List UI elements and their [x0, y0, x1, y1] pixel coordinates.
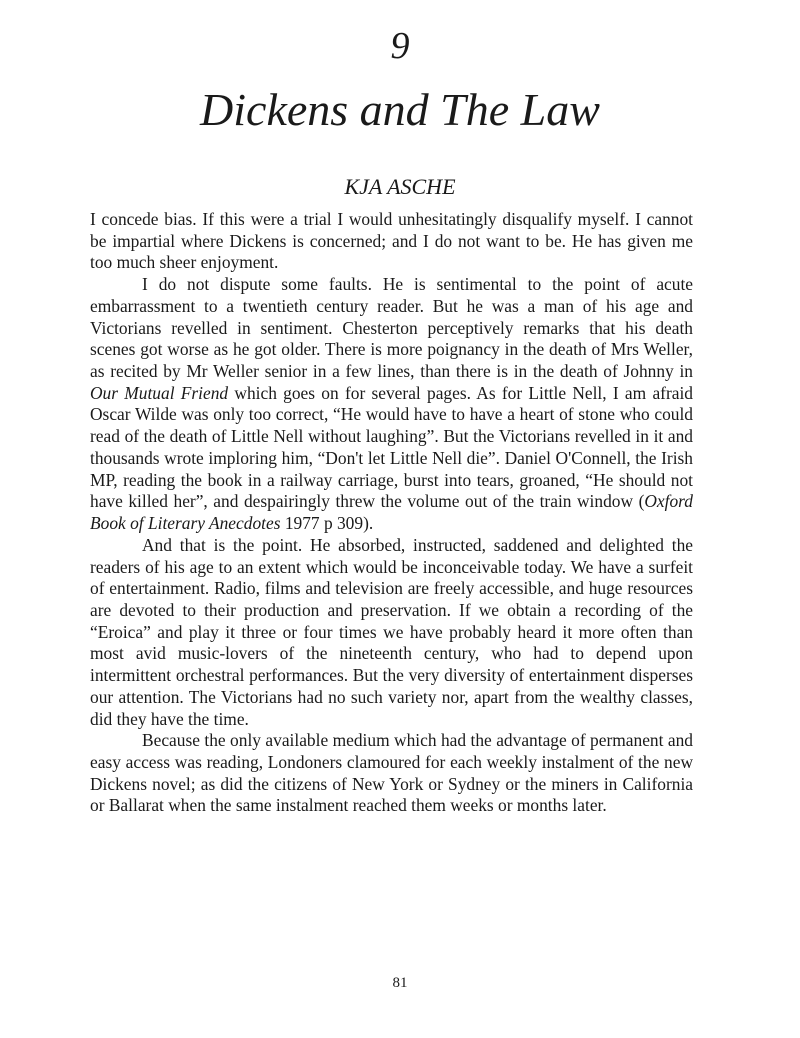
body-paragraph: [90, 730, 693, 817]
paragraph-text: Because the only available medium which had the advantage of permanent and easy access was reading, Londoners clamoured for each weekly instalment of the new Dickens novel; as did the citizens of New York or Sydney or the miners in California or Ballarat when the same instalment reached them weeks or months later.: [90, 730, 693, 816]
paragraph-text: 1977 p 309).: [280, 513, 374, 534]
paragraph-text: which goes on for several pages. As for Little Nell, I am afraid Oscar Wilde was only too correct, “He would have to have a heart of stone who could read of the death of Little Nell without laughing”. But the Victorians revelled in it and thousands wrote imploring him, “Don't let Little Nell die”. Daniel O'Connell, the Irish MP, reading the book in a railway carriage, burst into tears, groaned, “He should not have killed her”, and despairingly threw the volume out of the train window (: [90, 382, 693, 512]
body-paragraph: [90, 535, 693, 730]
body-paragraph: [90, 274, 693, 535]
page-number: 81: [392, 975, 408, 991]
paragraph-text: I concede bias. If this were a trial I would unhesitatingly disqualify myself. I cannot be impartial where Dickens is concerned; and I do not want to be. He has given me too much sheer enjoyment.: [90, 209, 693, 273]
chapter-title: Dickens and The Law: [200, 84, 600, 135]
paragraph-text: I do not dispute some faults. He is sentimental to the point of acute embarrassment to a twentieth century reader. But he was a man of his age and Victorians revelled in sentiment. Chesterton perceptively remarks that his death scenes got worse as he got older. There is more poignancy in the death of Mrs Weller, as recited by Mr Weller senior in a few lines, than there is in the death of Johnny in: [90, 274, 693, 382]
body-paragraph: [90, 209, 693, 274]
paragraph-text: And that is the point. He absorbed, instructed, saddened and delighted the readers of his age to an extent which would be inconceivable today. We have a surfeit of entertainment. Radio, films and television are freely accessible, and huge resources are devoted to their production and preservation. If we obtain a recording of the “Eroica” and play it three or four times we have probably heard it more often than most avid music-lovers of the nineteenth century, who had to depend upon intermittent orchestral performances. But the very diversity of entertainment disperses our attention. The Victorians had no such variety nor, apart from the wealthy classes, did they have the time.: [90, 534, 693, 729]
italic-title-text: Our Mutual Friend: [90, 382, 229, 403]
italic-title-text: Oxford Book of Literary Anecdotes: [90, 491, 693, 534]
chapter-author: KJA ASCHE: [344, 174, 456, 199]
chapter-number: 9: [390, 25, 410, 67]
chapter-body: [90, 209, 693, 817]
